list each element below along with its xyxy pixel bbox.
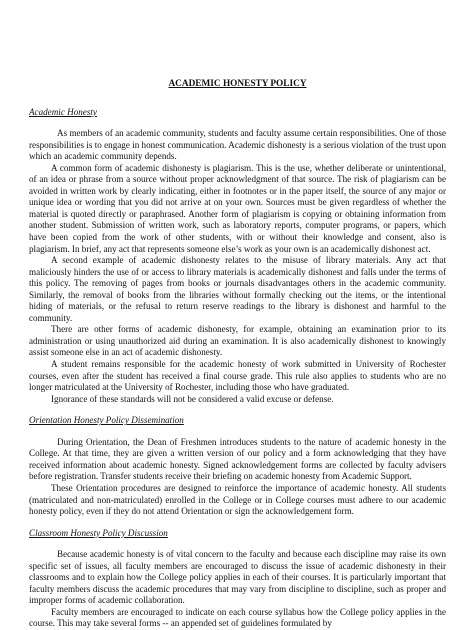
section-heading-academic-honesty: Academic Honesty xyxy=(29,106,97,117)
paragraph: Because academic honesty is of vital concern to the faculty and because each discipline may raise its own specific set of issues, all faculty members are encouraged to discuss the issue of academic dishonesty in their classrooms and to explain how the College policy applies in each of their courses. It is particularly important that faculty members discuss the academic procedures that may vary from discipline to discipline, such as proper and improper forms of academic collaboration. xyxy=(29,549,446,606)
section-heading-orientation: Orientation Honesty Policy Dissemination xyxy=(29,415,184,426)
paragraph: During Orientation, the Dean of Freshmen introduces students to the nature of academic honesty in the College. At that time, they are given a written version of our policy and a form acknowledging that they have received information about academic honesty. Signed acknowledgement forms are collected by faculty advisers before registration. Transfer students receive their briefing on academic honesty from Academic Support. xyxy=(29,436,446,482)
section-heading-classroom: Classroom Honesty Policy Discussion xyxy=(29,527,168,538)
paragraph: A second example of academic dishonesty relates to the misuse of library materials. Any act that maliciously hinders the use of or access to library materials is academically dishonest and falls under the terms of this policy. The removing of pages from books or journals disadvantages others in the academic community. Similarly, the removal of books from the libraries without formally checking out the items, or the intentional hiding of materials, or the refusal to return reserve readings to the library is dishonest and harmful to the community. xyxy=(29,255,446,323)
paragraph: A common form of academic dishonesty is plagiarism. This is the use, whether deliberate or unintentional, of an idea or phrase from a source without proper acknowledgment of that source. The risk of plagiarism can be avoided in written work by clearly indicating, either in footnotes or in the paper itself, the source of any major or unique idea or wording that you did not arrive at on your own. Sources must be given regardless of whether the material is quoted directly or paraphrased. Another form of plagiarism is copying or obtaining information from another student. Submission of written work, such as laboratory reports, computer programs, or papers, which have been copied from the work of other students, with or without their knowledge and consent, also is plagiarism. In brief, any act that represents someone else’s work as your own is an academically dishonest act. xyxy=(29,162,446,254)
paragraph: A student remains responsible for the academic honesty of work submitted in University of Rochester courses, even after the student has received a final course grade. This rule also applies to students who are no longer matriculated at the University of Rochester, including those who have graduated. xyxy=(29,359,446,393)
paragraph: Faculty members are encouraged to indicate on each course syllabus how the College policy applies in the course. This may take several forms -- an appended set of guidelines formulated by xyxy=(29,606,446,629)
paragraph: There are other forms of academic dishonesty, for example, obtaining an examination prior to its administration or using unauthorized aid during an examination. It is also academically dishonest to knowingly assist someone else in an act of academic dishonesty. xyxy=(29,324,446,358)
paragraph: As members of an academic community, students and faculty assume certain responsibilities. One of those responsibilities is to engage in honest communication. Academic dishonesty is a serious violation of the trust upon which an academic community depends. xyxy=(29,128,446,162)
document-content xyxy=(29,79,446,630)
paragraph: These Orientation procedures are designed to reinforce the importance of academic honesty. All students (matriculated and non-matriculated) enrolled in the College or in College courses must adhere to our academic honesty policy, even if they do not attend Orientation or sign the acknowledgement form. xyxy=(29,482,446,517)
paragraph: Ignorance of these standards will not be considered a valid excuse or defense. xyxy=(51,393,334,404)
document-title: ACADEMIC HONESTY POLICY xyxy=(168,79,307,89)
